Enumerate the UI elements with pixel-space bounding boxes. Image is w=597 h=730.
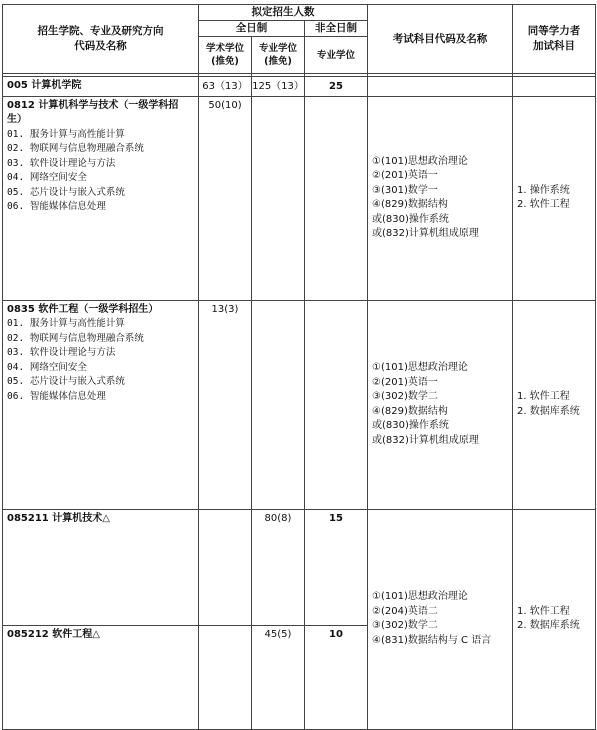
header-major-line2: 代码及名称 — [74, 40, 127, 52]
major-085212-professional-count: 45(5) — [252, 625, 305, 729]
major-0835-exams — [368, 300, 513, 509]
header-parttime: 非全日制 — [305, 21, 368, 37]
major-0812-academic-count: 50(10) — [199, 96, 252, 300]
direction-item: 04. 网络空间安全 — [7, 361, 87, 373]
direction-item: 05. 芯片设计与嵌入式系统 — [7, 186, 125, 198]
major-0812-title-cont: 生） — [7, 114, 27, 125]
exam-item: ①(101)思想政治理论 — [372, 155, 468, 167]
extra-item: 1. 软件工程 — [517, 391, 570, 402]
exam-item: 或(830)操作系统 — [372, 420, 449, 431]
major-085211-professional-count: 80(8) — [252, 509, 305, 625]
direction-item: 02. 物联网与信息物理融合系统 — [7, 332, 144, 344]
exam-item: ④(829)数据结构 — [372, 199, 448, 210]
extra-item: 2. 数据库系统 — [517, 405, 580, 417]
header-professional-line1: 专业学位 — [258, 43, 297, 54]
header-fulltime: 全日制 — [199, 21, 305, 37]
header-extra-subjects — [513, 5, 596, 74]
major-0812-professional-count — [252, 96, 305, 300]
direction-item: 05. 芯片设计与嵌入式系统 — [7, 376, 125, 387]
header-professional-degree — [252, 37, 305, 74]
exam-item: ④(829)数据结构 — [372, 405, 448, 417]
extra-item: 2. 数据库系统 — [517, 620, 580, 631]
major-0835-academic-count: 13(3) — [199, 300, 252, 509]
extra-item: 1. 软件工程 — [517, 605, 570, 617]
header-extra-line2: 加试科目 — [533, 40, 576, 52]
major-0812-extra-subjects — [513, 96, 596, 300]
header-exam-subjects: 考试科目代码及名称 — [368, 5, 513, 74]
extra-item: 1. 操作系统 — [517, 184, 570, 196]
exam-item: ②(204)英语二 — [372, 605, 438, 617]
direction-item: 01. 服务计算与高性能计算 — [7, 318, 125, 329]
exam-item: 或(832)计算机组成原理 — [372, 434, 479, 446]
direction-item: 03. 软件设计理论与方法 — [7, 347, 116, 358]
major-0812-directions — [7, 128, 194, 215]
major-085211-academic-count — [199, 509, 252, 625]
college-parttime-count: 25 — [305, 77, 368, 97]
major-0835-extra-subjects — [513, 300, 596, 509]
major-085211-parttime-count: 15 — [305, 509, 368, 625]
header-major-line1: 招生学院、专业及研究方向 — [37, 25, 164, 37]
major-0812-parttime-count — [305, 96, 368, 300]
exam-item: ③(302)数学二 — [372, 620, 438, 631]
header-plan-title: 拟定招生人数 — [199, 5, 368, 21]
header-academic-line1: 学术学位 — [205, 43, 244, 54]
exam-item: ①(101)思想政治理论 — [372, 591, 468, 602]
admissions-table — [2, 4, 596, 730]
major-085212-parttime-count: 10 — [305, 625, 368, 729]
direction-item: 06. 智能媒体信息处理 — [7, 201, 106, 212]
exam-item: 或(832)计算机组成原理 — [372, 228, 479, 239]
college-academic-count: 63（13） — [199, 77, 252, 97]
major-085212-title: 085212 软件工程△ — [3, 625, 199, 729]
direction-item: 06. 智能媒体信息处理 — [7, 390, 106, 402]
major-0812-cell — [3, 96, 199, 300]
major-0835-parttime-count — [305, 300, 368, 509]
direction-item: 04. 网络空间安全 — [7, 172, 87, 183]
college-exam-cell — [368, 77, 513, 97]
shared-professional-exams — [368, 509, 513, 729]
header-professional-line2: (推免) — [264, 56, 292, 67]
header-academic-degree — [199, 37, 252, 74]
header-academic-line2: (推免) — [211, 56, 239, 67]
header-major-column — [3, 5, 199, 74]
exam-item: ①(101)思想政治理论 — [372, 362, 468, 373]
extra-item: 2. 软件工程 — [517, 199, 570, 210]
exam-item: ③(301)数学一 — [372, 184, 438, 196]
college-extra-cell — [513, 77, 596, 97]
college-name: 005 计算机学院 — [3, 77, 199, 97]
direction-item: 03. 软件设计理论与方法 — [7, 157, 116, 169]
exam-item: 或(830)操作系统 — [372, 213, 449, 225]
header-extra-line1: 同等学力者 — [527, 25, 581, 37]
exam-item: ②(201)英语一 — [372, 170, 438, 181]
major-0835-title: 0835 软件工程（一级学科招生） — [7, 303, 159, 315]
exam-item: ④(831)数据结构与 C 语言 — [372, 634, 492, 646]
header-parttime-professional: 专业学位 — [305, 37, 368, 74]
direction-item: 01. 服务计算与高性能计算 — [7, 128, 125, 140]
college-professional-count: 125（13） — [252, 77, 305, 97]
direction-item: 02. 物联网与信息物理融合系统 — [7, 143, 144, 154]
exam-item: ②(201)英语一 — [372, 376, 438, 388]
exam-item: ③(302)数学二 — [372, 391, 438, 402]
major-0835-directions — [7, 317, 194, 404]
major-0835-professional-count — [252, 300, 305, 509]
major-0835-cell — [3, 300, 199, 509]
major-085212-academic-count — [199, 625, 252, 729]
major-0812-title: 0812 计算机科学与技术（一级学科招 — [7, 99, 179, 111]
major-0812-exams — [368, 96, 513, 300]
major-085211-title: 085211 计算机技术△ — [3, 509, 199, 625]
shared-professional-extra-subjects — [513, 509, 596, 729]
